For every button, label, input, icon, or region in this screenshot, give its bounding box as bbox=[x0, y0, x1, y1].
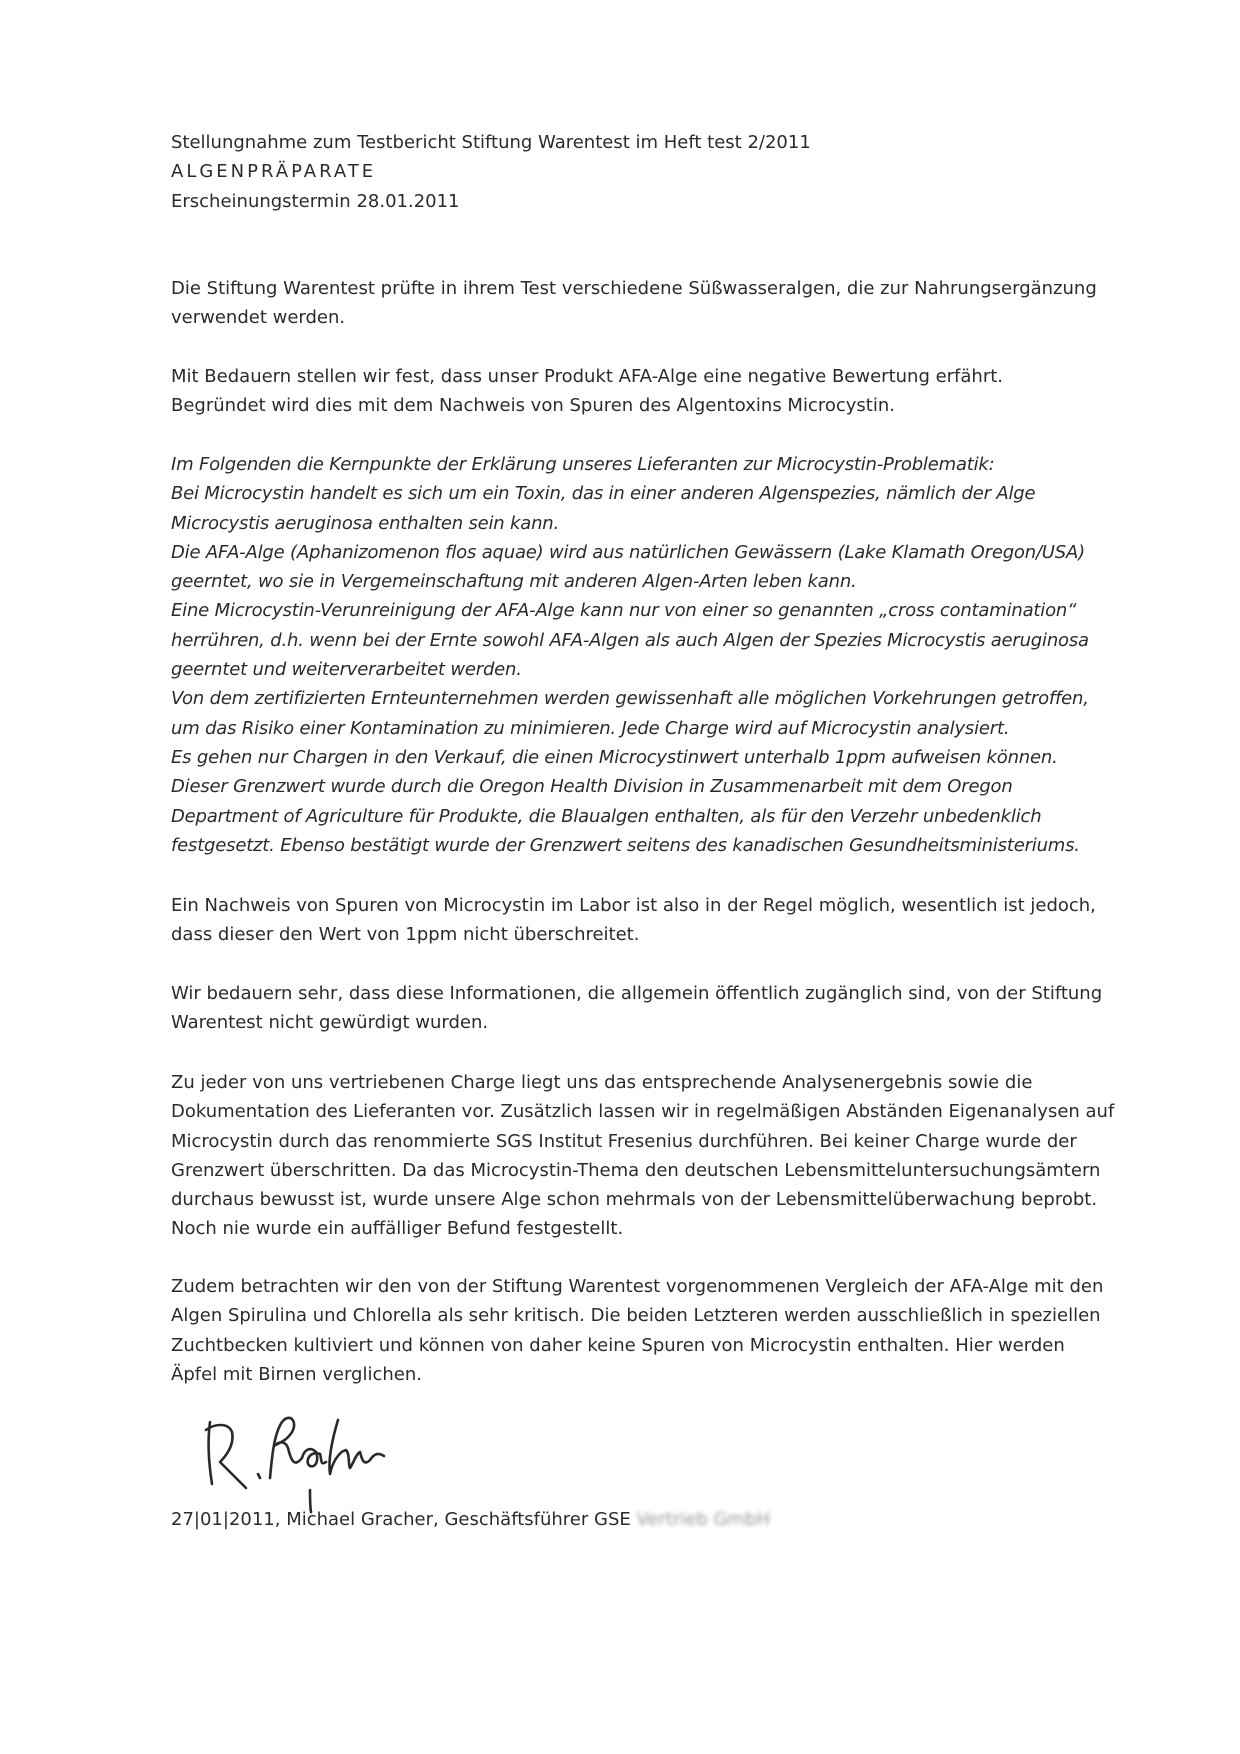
header-publication-date: Erscheinungstermin 28.01.2011 bbox=[171, 190, 460, 212]
paragraph-line: Noch nie wurde ein auffälliger Befund festgestellt. bbox=[171, 1218, 624, 1240]
paragraph-line: Dieser Grenzwert wurde durch die Oregon Health Division in Zusammenarbeit mit dem Oregon bbox=[171, 776, 1013, 798]
paragraph-line: Zu jeder von uns vertriebenen Charge liegt uns das entsprechende Analysenergebnis sowie die bbox=[171, 1072, 1033, 1093]
paragraph-line: Eine Microcystin-Verunreinigung der AFA-Alge kann nur von einer so genannten „cross contamination“ bbox=[171, 600, 1077, 622]
paragraph-intro bbox=[171, 274, 1097, 333]
redacted-company-name: Vertrieb GmbH bbox=[636, 1509, 770, 1530]
signature-strokes bbox=[206, 1418, 384, 1512]
paragraph-line: herrühren, d.h. wenn bei der Ernte sowohl AFA-Algen als auch Algen der Spezies Microcystis aeruginosa bbox=[171, 629, 1089, 651]
paragraph-detection bbox=[171, 891, 1096, 950]
paragraph-line: Mit Bedauern stellen wir fest, dass unser Produkt AFA-Alge eine negative Bewertung erfährt. bbox=[171, 366, 1004, 387]
paragraph-line: Die Stiftung Warentest prüfte in ihrem Test verschiedene Süßwasseralgen, die zur Nahrungsergänzung bbox=[171, 278, 1097, 299]
paragraph-line: Algen Spirulina und Chlorella als sehr kritisch. Die beiden Letzteren werden ausschließlich in speziellen bbox=[171, 1305, 1101, 1327]
paragraph-line: durchaus bewusst ist, wurde unsere Alge schon mehrmals von der Lebensmittelüberwachung beprobt. bbox=[171, 1189, 1098, 1211]
paragraph-line: Von dem zertifizierten Ernteunternehmen werden gewissenhaft alle möglichen Vorkehrungen getroffen, bbox=[171, 688, 1089, 710]
paragraph-line: Microcystin durch das renommierte SGS Institut Fresenius durchführen. Bei keiner Charge wurde der bbox=[171, 1130, 1077, 1152]
paragraph-line: dass dieser den Wert von 1ppm nicht überschreitet. bbox=[171, 924, 640, 946]
signature-line-text: 27|01|2011, Michael Gracher, Geschäftsführer GSE bbox=[171, 1509, 631, 1530]
letter-header bbox=[171, 128, 1031, 216]
paragraph-line: Äpfel mit Birnen verglichen. bbox=[171, 1363, 422, 1385]
handwritten-signature bbox=[198, 1410, 398, 1515]
paragraph-line: Bei Microcystin handelt es sich um ein Toxin, das in einer anderen Algenspezies, nämlich der Alge bbox=[171, 483, 1036, 505]
paragraph-supplier-statement bbox=[171, 450, 1089, 860]
paragraph-line: Zudem betrachten wir den von der Stiftung Warentest vorgenommenen Vergleich der AFA-Alge mit den bbox=[171, 1276, 1104, 1297]
paragraph-line: Begründet wird dies mit dem Nachweis von Spuren des Algentoxins Microcystin. bbox=[171, 395, 895, 417]
paragraph-line: verwendet werden. bbox=[171, 307, 346, 329]
header-topic: ALGENPRÄPARATE bbox=[171, 161, 377, 183]
paragraph-line: Warentest nicht gewürdigt wurden. bbox=[171, 1012, 489, 1034]
signature-footer bbox=[171, 1505, 770, 1534]
paragraph-line: um das Risiko einer Kontamination zu minimieren. Jede Charge wird auf Microcystin analysiert. bbox=[171, 717, 1010, 739]
paragraph-line: Im Folgenden die Kernpunkte der Erklärung unseres Lieferanten zur Microcystin-Problematik: bbox=[171, 454, 995, 475]
paragraph-line: Department of Agriculture für Produkte, die Blaualgen enthalten, als für den Verzehr unbedenklich bbox=[171, 805, 1042, 827]
paragraph-comparison bbox=[171, 1272, 1104, 1389]
paragraph-line: Grenzwert überschritten. Da das Microcystin-Thema den deutschen Lebensmitteluntersuchungsämtern bbox=[171, 1159, 1101, 1181]
paragraph-line: Es gehen nur Chargen in den Verkauf, die einen Microcystinwert unterhalb 1ppm aufweisen können. bbox=[171, 746, 1058, 768]
paragraph-line: Die AFA-Alge (Aphanizomenon flos aquae) wird aus natürlichen Gewässern (Lake Klamath Oregon/USA) bbox=[171, 541, 1085, 563]
paragraph-regret bbox=[171, 362, 1031, 421]
paragraph-regret-information bbox=[171, 979, 1103, 1038]
paragraph-line: Microcystis aeruginosa enthalten sein kann. bbox=[171, 512, 560, 534]
paragraph-line: Wir bedauern sehr, dass diese Informationen, die allgemein öffentlich zugänglich sind, von der Stiftung bbox=[171, 983, 1103, 1004]
paragraph-line: geerntet, wo sie in Vergemeinschaftung mit anderen Algen-Arten leben kann. bbox=[171, 571, 857, 593]
paragraph-analysis bbox=[171, 1068, 1115, 1244]
paragraph-line: geerntet und weiterverarbeitet werden. bbox=[171, 659, 522, 681]
paragraph-line: festgesetzt. Ebenso bestätigt wurde der Grenzwert seitens des kanadischen Gesundheitsministeriums. bbox=[171, 834, 1080, 856]
header-subject: Stellungnahme zum Testbericht Stiftung Warentest im Heft test 2/2011 bbox=[171, 132, 811, 153]
paragraph-line: Zuchtbecken kultiviert und können von daher keine Spuren von Microcystin enthalten. Hier werden bbox=[171, 1334, 1065, 1356]
paragraph-line: Ein Nachweis von Spuren von Microcystin im Labor ist also in der Regel möglich, wesentlich ist jedoch, bbox=[171, 895, 1096, 916]
paragraph-line: Dokumentation des Lieferanten vor. Zusätzlich lassen wir in regelmäßigen Abständen Eigenanalysen auf bbox=[171, 1101, 1115, 1123]
